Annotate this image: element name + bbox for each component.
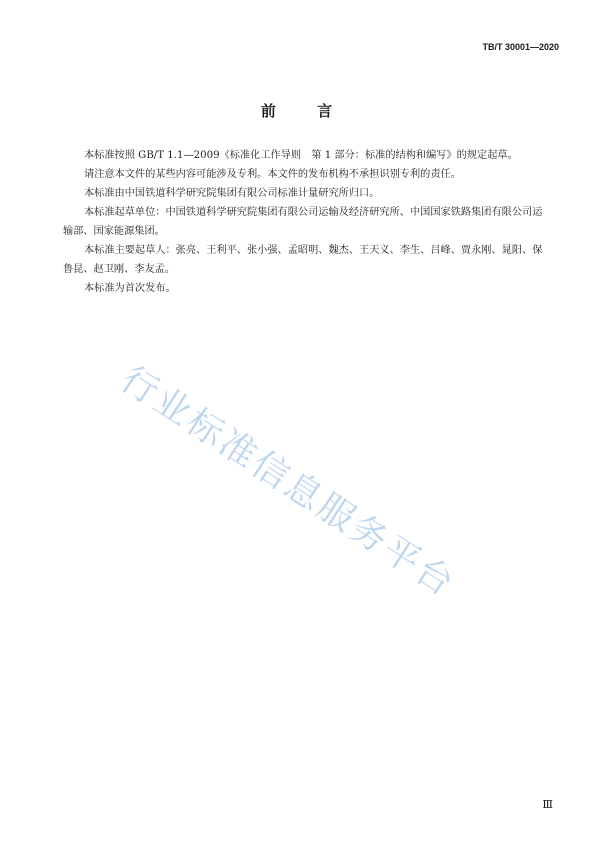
page-title: 前 言: [260, 102, 351, 120]
page-number: Ⅲ: [542, 798, 553, 811]
standard-code: TB/T 30001—2020: [482, 42, 559, 52]
paragraph-drafting-units: 本标准起草单位：中国铁道科学研究院集团有限公司运输及经济研究所、中国国家铁路集团有限公司运输部、国家能源集团。: [63, 207, 543, 237]
paragraph-drafting-rules: 本标准按照 GB/T 1.1—2009《标准化工作导则 第 1 部分：标准的结构和编写》的规定起草。: [84, 150, 518, 161]
paragraph-drafters: 本标准主要起草人：张亮、王利平、张小强、孟昭明、魏杰、王天义、李生、吕峰、贾永刚、晁阳、保鲁昆、赵卫刚、李友孟。: [63, 245, 543, 275]
foreword-body: [63, 146, 551, 298]
paragraph-patent-notice: 请注意本文件的某些内容可能涉及专利。本文件的发布机构不承担识别专利的责任。: [84, 169, 461, 180]
watermark: 行业标准信息服务平台: [113, 358, 463, 606]
paragraph-responsible-unit: 本标准由中国铁道科学研究院集团有限公司标准计量研究所归口。: [84, 188, 380, 199]
paragraph-first-issue: 本标准为首次发布。: [84, 283, 176, 294]
